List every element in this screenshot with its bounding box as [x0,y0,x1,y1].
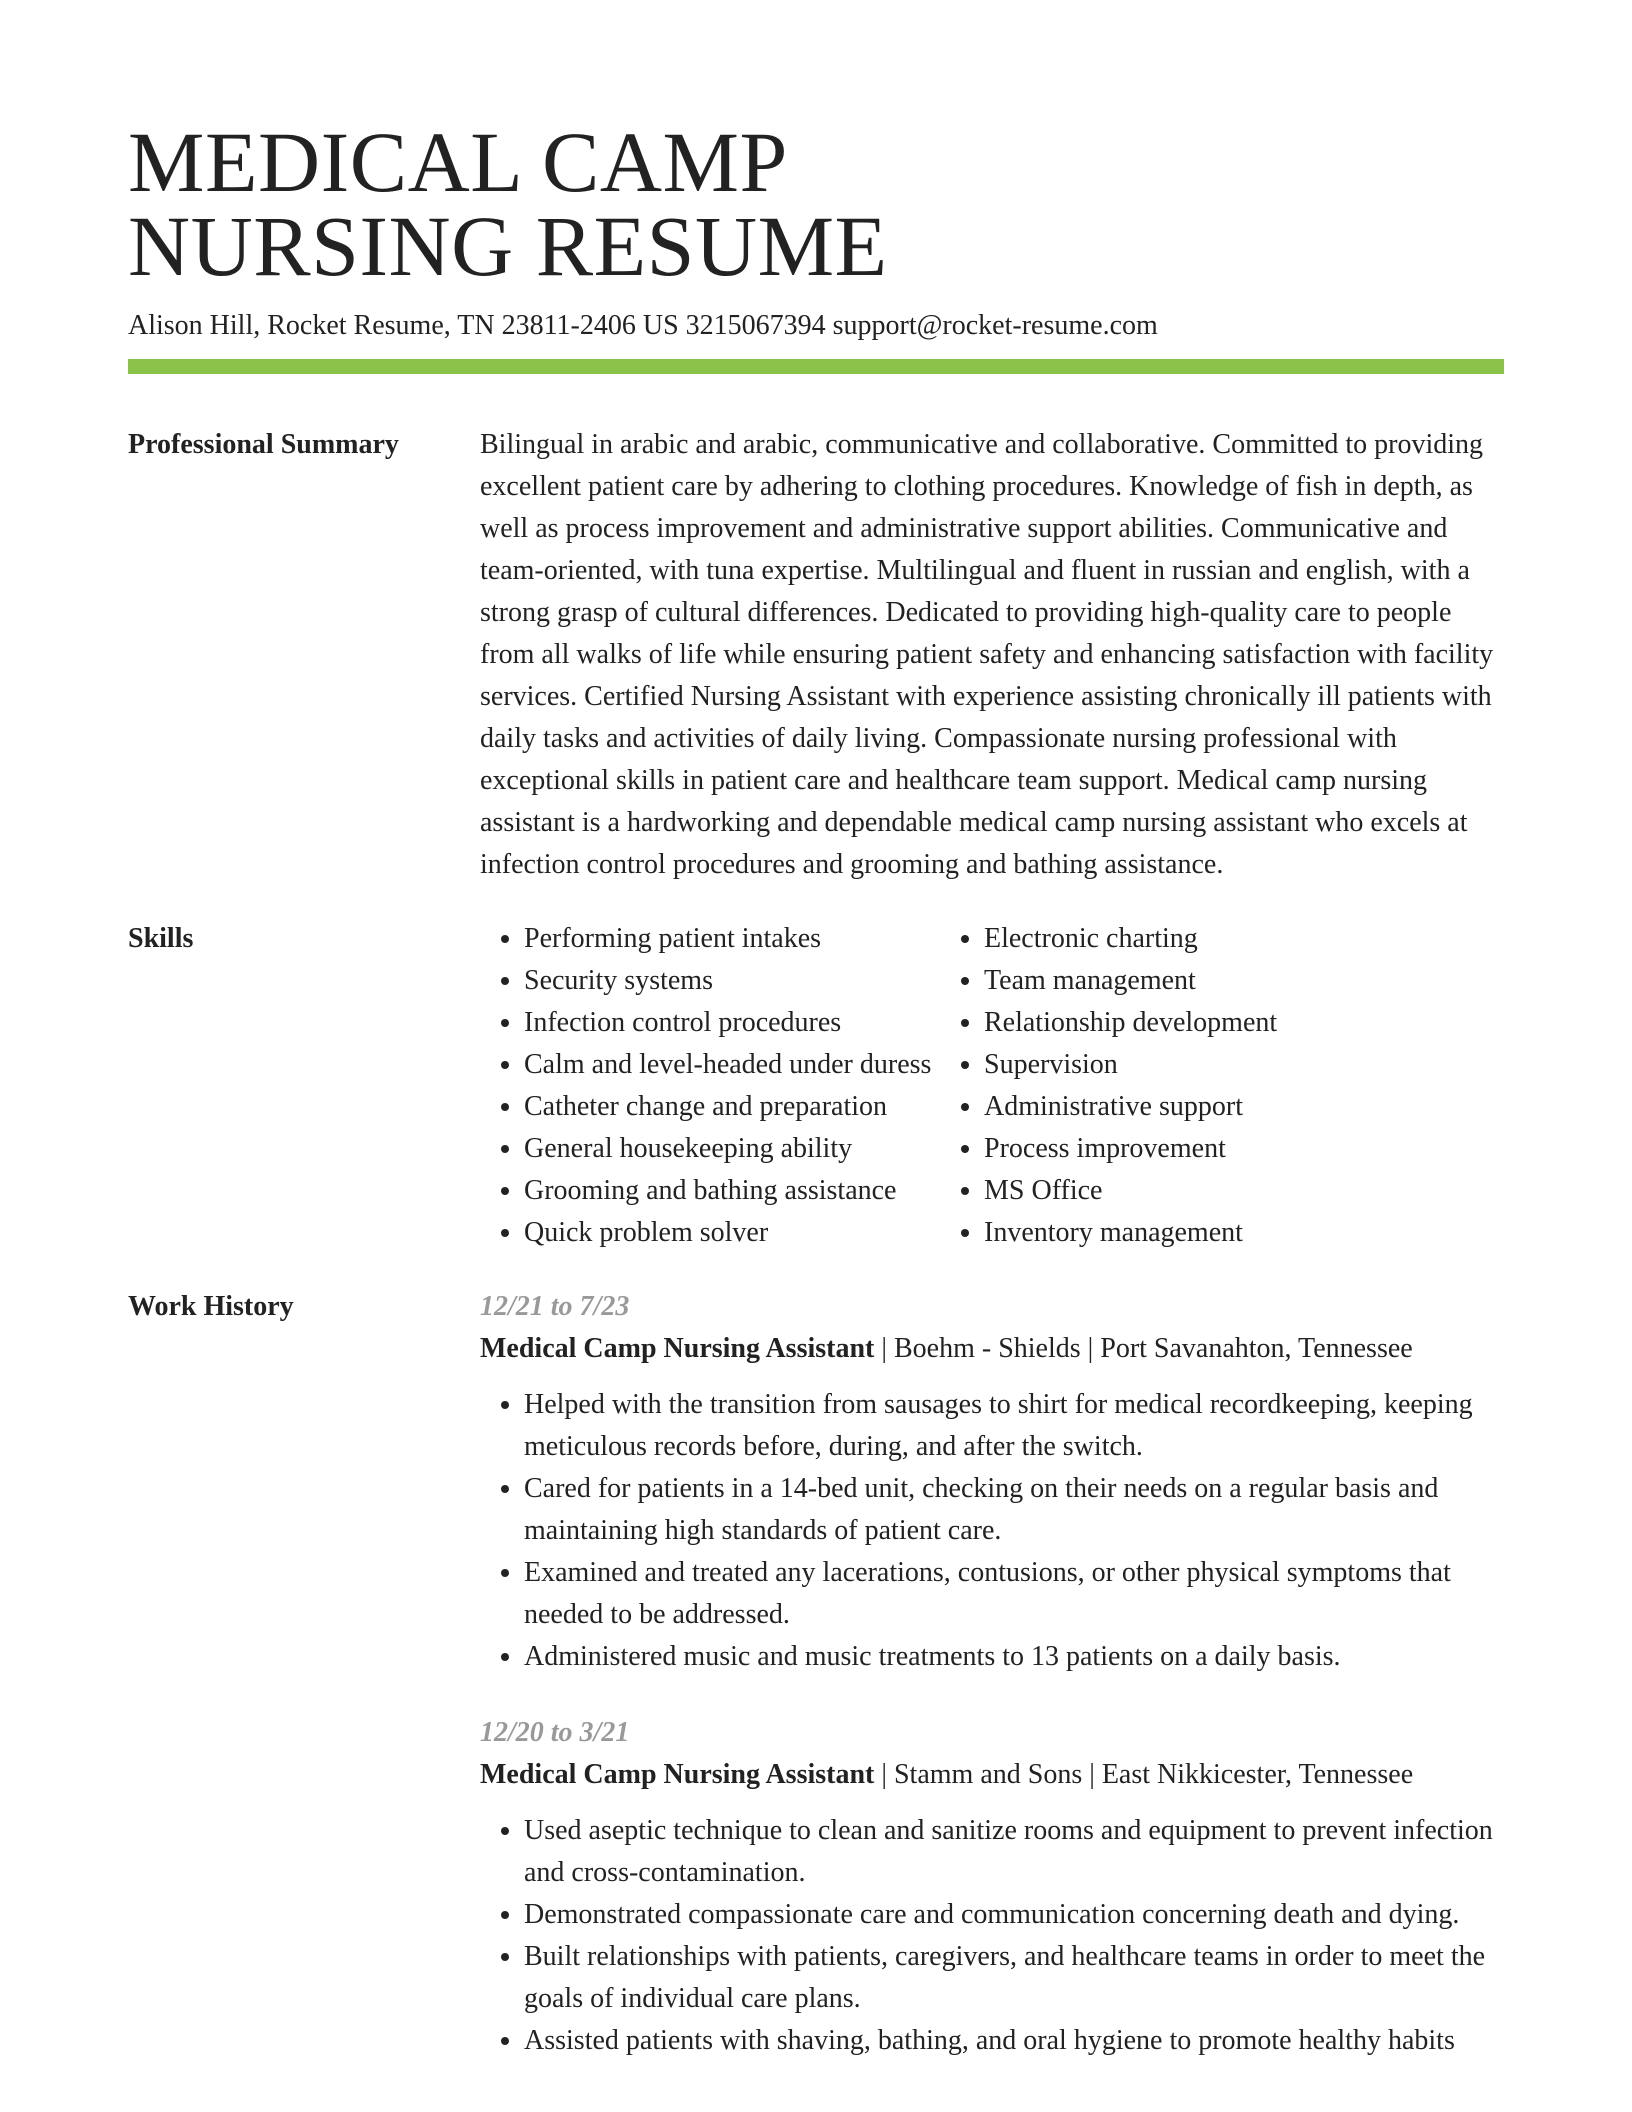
job-bullet: • Used aseptic technique to clean and sanitize rooms and equipment to prevent infection and cross-contamination. [524,1810,1504,1894]
skills-list-left [480,918,940,1254]
job-header [480,1328,1504,1370]
job-dates: 12/20 to 3/21 [480,1717,630,1748]
job-dates: 12/21 to 7/23 [480,1291,630,1322]
section-heading: Skills [128,923,194,954]
job-entry [480,1712,1504,2062]
resume-header [128,114,1504,374]
skills-columns [480,918,1504,1254]
skill-item: • Electronic charting [984,918,1277,960]
skill-item: • Administrative support [984,1086,1277,1128]
skills-section [128,918,1504,1254]
job-bullets [480,1384,1504,1678]
skill-item: • Inventory management [984,1212,1277,1254]
title-line-1: MEDICAL CAMP [128,114,788,210]
skill-item: • Infection control procedures [524,1002,940,1044]
job-bullet: • Cared for patients in a 14-bed unit, checking on their needs on a regular basis and maintaining high standards of patient care. [524,1468,1504,1552]
skill-item: • Relationship development [984,1002,1277,1044]
job-title: Medical Camp Nursing Assistant [480,1759,875,1790]
accent-divider [128,359,1504,374]
skill-item: • Supervision [984,1044,1277,1086]
job-details: | Boehm - Shields | Port Savanahton, Tennessee [874,1333,1413,1364]
job-bullet: • Administered music and music treatments to 13 patients on a daily basis. [524,1636,1504,1678]
skills-list-right [940,918,1277,1254]
summary-text: Bilingual in arabic and arabic, communicative and collaborative. Committed to providing excellent patient care by adhering to clothing procedures. Knowledge of fish in depth, as well as process improvement and administrative support abilities. Communicative and team-oriented, with tuna expertise. Multilingual and fluent in russian and english, with a strong grasp of cultural differences. Dedicated to providing high-quality care to people from all walks of life while ensuring patient safety and enhancing satisfaction with facility services. Certified Nursing Assistant with experience assisting chronically ill patients with daily tasks and activities of daily living. Compassionate nursing professional with exceptional skills in patient care and healthcare team support. Medical camp nursing assistant is a hardworking and dependable medical camp nursing assistant who excels at infection control procedures and grooming and bathing assistance. [480,429,1494,880]
job-title: Medical Camp Nursing Assistant [480,1333,875,1364]
skill-item: • Process improvement [984,1128,1277,1170]
skill-item: • Performing patient intakes [524,918,940,960]
section-heading: Professional Summary [128,429,399,460]
title-line-2: NURSING RESUME [128,198,888,294]
skill-item: • General housekeeping ability [524,1128,940,1170]
job-bullets [480,1810,1504,2062]
skill-item: • Quick problem solver [524,1212,940,1254]
job-bullet: • Helped with the transition from sausages to shirt for medical recordkeeping, keeping meticulous records before, during, and after the switch. [524,1384,1504,1468]
section-heading: Work History [128,1291,294,1322]
skill-item: • Security systems [524,960,940,1002]
skill-item: • MS Office [984,1170,1277,1212]
resume-title [128,114,1504,294]
job-bullet: • Examined and treated any lacerations, contusions, or other physical symptoms that needed to be addressed. [524,1552,1504,1636]
section-body [480,424,1504,886]
job-bullet: • Built relationships with patients, caregivers, and healthcare teams in order to meet the goals of individual care plans. [524,1936,1504,2020]
professional-summary-section [128,424,1504,886]
section-body [480,1286,1504,2096]
job-entry [480,1286,1504,1678]
job-header [480,1754,1504,1796]
contact-info: Alison Hill, Rocket Resume, TN 23811-2406 US 3215067394 support@rocket-resume.com [128,310,1158,341]
job-details: | Stamm and Sons | East Nikkicester, Tennessee [874,1759,1414,1790]
skill-item: • Catheter change and preparation [524,1086,940,1128]
work-history-section [128,1286,1504,2096]
skill-item: • Grooming and bathing assistance [524,1170,940,1212]
skill-item: • Calm and level-headed under duress [524,1044,940,1086]
skill-item: • Team management [984,960,1277,1002]
job-bullet: • Assisted patients with shaving, bathing, and oral hygiene to promote healthy habits [524,2020,1504,2062]
job-bullet: • Demonstrated compassionate care and communication concerning death and dying. [524,1894,1504,1936]
